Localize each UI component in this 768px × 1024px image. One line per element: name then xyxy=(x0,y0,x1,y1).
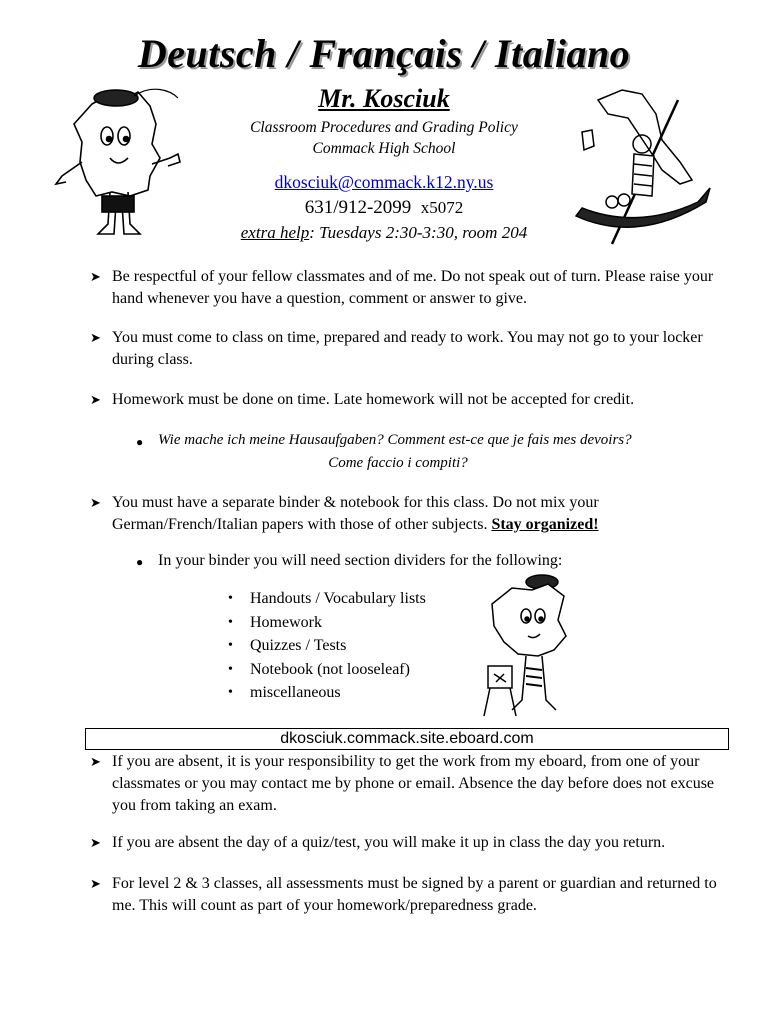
list-item: • Notebook (not looseleaf) xyxy=(228,658,426,682)
arrowhead-bullet-icon: ➤ xyxy=(90,269,101,284)
list-item: • Handouts / Vocabulary lists xyxy=(228,587,426,611)
rule-binder xyxy=(90,492,730,536)
homework-note-line2: Come faccio i compiti? xyxy=(328,455,468,471)
email-link[interactable]: dkosciuk@commack.k12.ny.us xyxy=(274,172,494,192)
rule-assessments-signed: ➤ For level 2 & 3 classes, all assessments must be signed by a parent or guardian and returned to me. This will count as part of your homework/preparedness grade. xyxy=(90,875,717,914)
teacher-name: Mr. Kosciuk xyxy=(318,84,450,113)
homework-note-line1: Wie mache ich meine Hausaufgaben? Comment est-ce que je fais mes devoirs? xyxy=(158,432,632,448)
bullet-dot-icon: ● xyxy=(136,555,144,569)
school-name: Commack High School xyxy=(312,140,456,157)
arrowhead-bullet-icon: ➤ xyxy=(90,835,101,850)
phone-extension: x5072 xyxy=(420,198,464,217)
binder-rule-emphasis: Stay organized! xyxy=(491,516,599,533)
arrowhead-bullet-icon: ➤ xyxy=(90,330,101,345)
page-title: Deutsch / Français / Italiano xyxy=(137,31,631,76)
france-painter-cartoon-icon xyxy=(482,570,578,718)
list-item: • miscellaneous xyxy=(228,681,426,705)
list-item: • Quizzes / Tests xyxy=(228,634,426,658)
rule-on-time: ➤ You must come to class on time, prepared and ready to work. You may not go to your locker during class. xyxy=(90,329,703,368)
document-subtitle: Classroom Procedures and Grading Policy xyxy=(250,119,518,136)
rule-absent-work: ➤ If you are absent, it is your responsibility to get the work from my eboard, from one of your classmates or you may contact me by phone or email. Absence the day before does not excuse you from taking an exam. xyxy=(90,753,715,814)
list-item: • Homework xyxy=(228,611,426,635)
phone-main: 631/912-2099 xyxy=(304,197,412,218)
arrowhead-bullet-icon: ➤ xyxy=(90,392,101,407)
rule-homework: ➤ Homework must be done on time. Late homework will not be accepted for credit. xyxy=(90,389,730,411)
binder-rule-text: You must have a separate binder & notebook for this class. Do not mix your German/French/Italian papers with those of other subjects. xyxy=(112,494,599,533)
dividers-intro: In your binder you will need section dividers for the following: xyxy=(158,552,563,569)
germany-map-cartoon-icon xyxy=(52,84,187,242)
extra-help-text: : Tuesdays 2:30-3:30, room 204 xyxy=(309,223,528,242)
rule-absent-quiz: ➤ If you are absent the day of a quiz/test, you will make it up in class the day you return. xyxy=(90,832,730,854)
arrowhead-bullet-icon: ➤ xyxy=(90,754,101,769)
website-banner[interactable]: dkosciuk.commack.site.eboard.com xyxy=(85,728,729,750)
dividers-list xyxy=(228,587,426,705)
arrowhead-bullet-icon: ➤ xyxy=(90,876,101,891)
bullet-dot-icon: ● xyxy=(136,435,144,449)
italy-gondolier-cartoon-icon xyxy=(568,84,718,254)
extra-help-label: extra help xyxy=(240,223,310,242)
rule-respect: ➤ Be respectful of your fellow classmates and of me. Do not speak out of turn. Please raise your hand whenever you have a question, comment or answer to give. xyxy=(90,268,714,307)
arrowhead-bullet-icon: ➤ xyxy=(90,495,101,510)
